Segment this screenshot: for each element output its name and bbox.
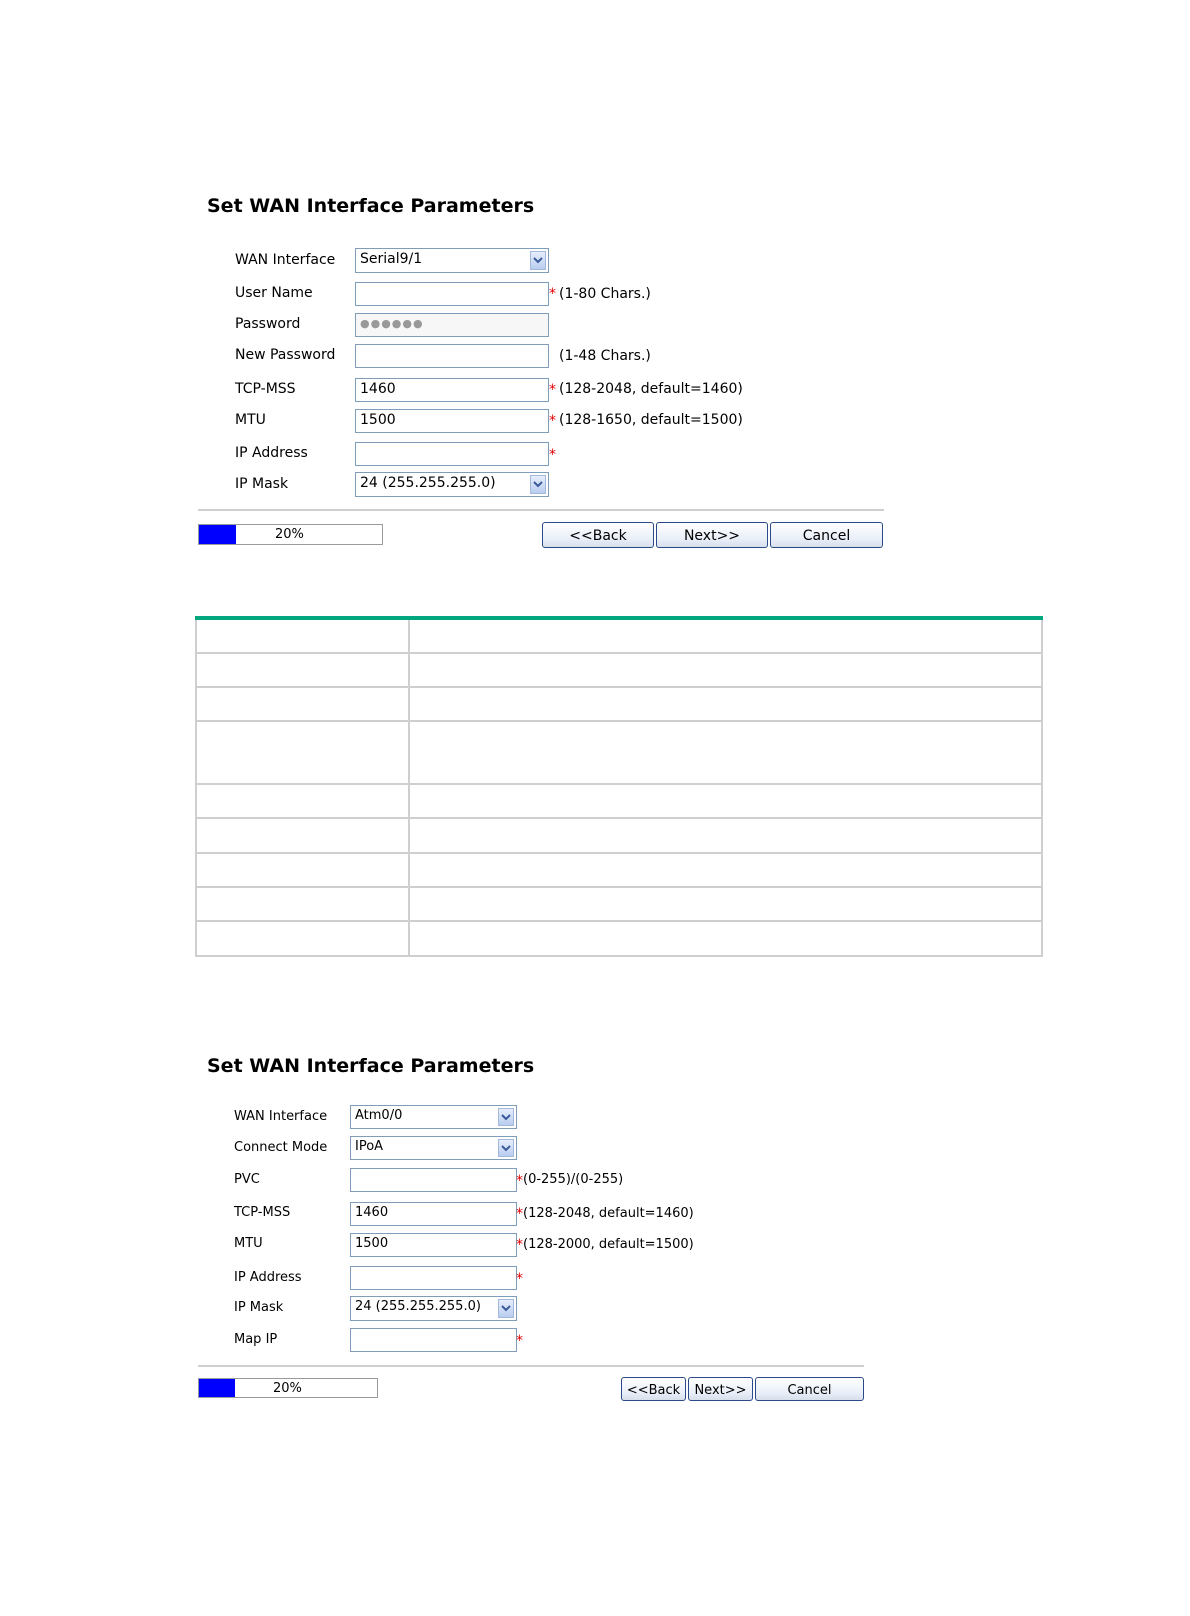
map-ip-label: Map IP	[234, 1332, 278, 1347]
ip-mask-select[interactable]	[355, 472, 549, 497]
ip-mask-label: IP Mask	[235, 476, 289, 492]
pvc-input[interactable]	[350, 1168, 517, 1192]
cancel-button[interactable]: Cancel	[755, 1377, 864, 1401]
table-cell	[409, 887, 1042, 921]
ip-address-label: IP Address	[234, 1270, 302, 1285]
pvc-label: PVC	[234, 1172, 260, 1187]
table-cell	[196, 618, 409, 653]
new-password-hint: (1-48 Chars.)	[559, 348, 651, 364]
mtu-input[interactable]: 1500	[350, 1233, 517, 1257]
table-row	[196, 618, 1042, 653]
table-row	[196, 818, 1042, 853]
connect-mode-value: IPoA	[355, 1139, 384, 1154]
required-star: *	[549, 286, 556, 302]
table-row	[196, 921, 1042, 956]
next-button[interactable]: Next>>	[688, 1377, 753, 1401]
table-cell	[196, 653, 409, 687]
table-cell	[196, 721, 409, 784]
chevron-down-icon[interactable]	[498, 1299, 514, 1318]
required-star: *	[549, 382, 556, 398]
required-star: *	[516, 1333, 523, 1349]
table-row	[196, 721, 1042, 784]
connect-mode-select[interactable]	[350, 1136, 517, 1160]
required-star: *	[549, 413, 556, 429]
wan-interface-label: WAN Interface	[234, 1109, 328, 1124]
tcp-mss-label: TCP-MSS	[234, 1205, 291, 1220]
tcp-mss-hint: (128-2048, default=1460)	[559, 381, 743, 397]
new-password-input[interactable]	[355, 344, 549, 368]
required-star: *	[549, 447, 556, 463]
divider	[198, 1365, 864, 1367]
table-cell	[409, 653, 1042, 687]
progress-label: 20%	[275, 527, 304, 542]
mtu-label: MTU	[235, 412, 266, 428]
progress-fill	[199, 525, 236, 544]
user-name-label: User Name	[235, 285, 313, 301]
table-cell	[196, 921, 409, 956]
table-row	[196, 653, 1042, 687]
mtu-input[interactable]: 1500	[355, 409, 549, 433]
required-star: *	[516, 1271, 523, 1287]
progress-bar	[198, 1378, 378, 1398]
chevron-down-icon[interactable]	[530, 475, 546, 494]
table-cell	[409, 618, 1042, 653]
table-cell	[196, 853, 409, 887]
connect-mode-label: Connect Mode	[234, 1140, 328, 1155]
table-cell	[196, 687, 409, 721]
wan-interface-value: Atm0/0	[355, 1108, 403, 1123]
wan-interface-label: WAN Interface	[235, 252, 336, 268]
ip-mask-label: IP Mask	[234, 1300, 284, 1315]
divider	[198, 509, 884, 511]
back-button[interactable]: <<Back	[542, 522, 654, 548]
new-password-label: New Password	[235, 347, 336, 363]
table-cell	[409, 921, 1042, 956]
ip-address-input[interactable]	[350, 1266, 517, 1290]
mtu-hint: (128-2000, default=1500)	[523, 1237, 694, 1252]
user-name-input[interactable]	[355, 282, 549, 306]
password-label: Password	[235, 316, 301, 332]
ip-address-input[interactable]	[355, 442, 549, 466]
table-row	[196, 784, 1042, 818]
required-star: *	[516, 1206, 523, 1222]
tcp-mss-hint: (128-2048, default=1460)	[523, 1206, 694, 1221]
table-row	[196, 687, 1042, 721]
table-cell	[196, 818, 409, 853]
ip-mask-value: 24 (255.255.255.0)	[360, 475, 496, 491]
table-cell	[409, 687, 1042, 721]
table-row	[196, 887, 1042, 921]
table-cell	[409, 784, 1042, 818]
table-cell	[409, 818, 1042, 853]
map-ip-input[interactable]	[350, 1328, 517, 1352]
wan-interface-select[interactable]	[350, 1105, 517, 1129]
ip-mask-value: 24 (255.255.255.0)	[355, 1299, 481, 1314]
ip-address-label: IP Address	[235, 445, 308, 461]
wan-interface-value: Serial9/1	[360, 251, 423, 267]
password-input[interactable]: ●●●●●●	[355, 313, 549, 337]
table-cell	[196, 784, 409, 818]
required-star: *	[516, 1173, 523, 1189]
mtu-hint: (128-1650, default=1500)	[559, 412, 743, 428]
chevron-down-icon[interactable]	[498, 1108, 514, 1126]
tcp-mss-label: TCP-MSS	[235, 381, 296, 397]
pvc-hint: (0-255)/(0-255)	[523, 1172, 624, 1187]
cancel-button[interactable]: Cancel	[770, 522, 883, 548]
page-title: Set WAN Interface Parameters	[207, 195, 535, 217]
table-cell	[196, 887, 409, 921]
user-name-hint: (1-80 Chars.)	[559, 286, 651, 302]
table-row	[196, 853, 1042, 887]
parameters-table	[195, 616, 1043, 957]
ip-mask-select[interactable]	[350, 1296, 517, 1321]
progress-label: 20%	[273, 1380, 302, 1396]
tcp-mss-input[interactable]: 1460	[355, 378, 549, 402]
wan-interface-select[interactable]	[355, 248, 549, 273]
chevron-down-icon[interactable]	[530, 251, 546, 270]
back-button[interactable]: <<Back	[621, 1377, 686, 1401]
tcp-mss-input[interactable]: 1460	[350, 1202, 517, 1226]
mtu-label: MTU	[234, 1236, 263, 1251]
required-star: *	[516, 1237, 523, 1253]
chevron-down-icon[interactable]	[498, 1139, 514, 1157]
progress-fill	[199, 1379, 235, 1397]
next-button[interactable]: Next>>	[656, 522, 768, 548]
table-cell	[409, 853, 1042, 887]
table-cell	[409, 721, 1042, 784]
page-title: Set WAN Interface Parameters	[207, 1055, 535, 1077]
progress-bar	[198, 524, 383, 545]
